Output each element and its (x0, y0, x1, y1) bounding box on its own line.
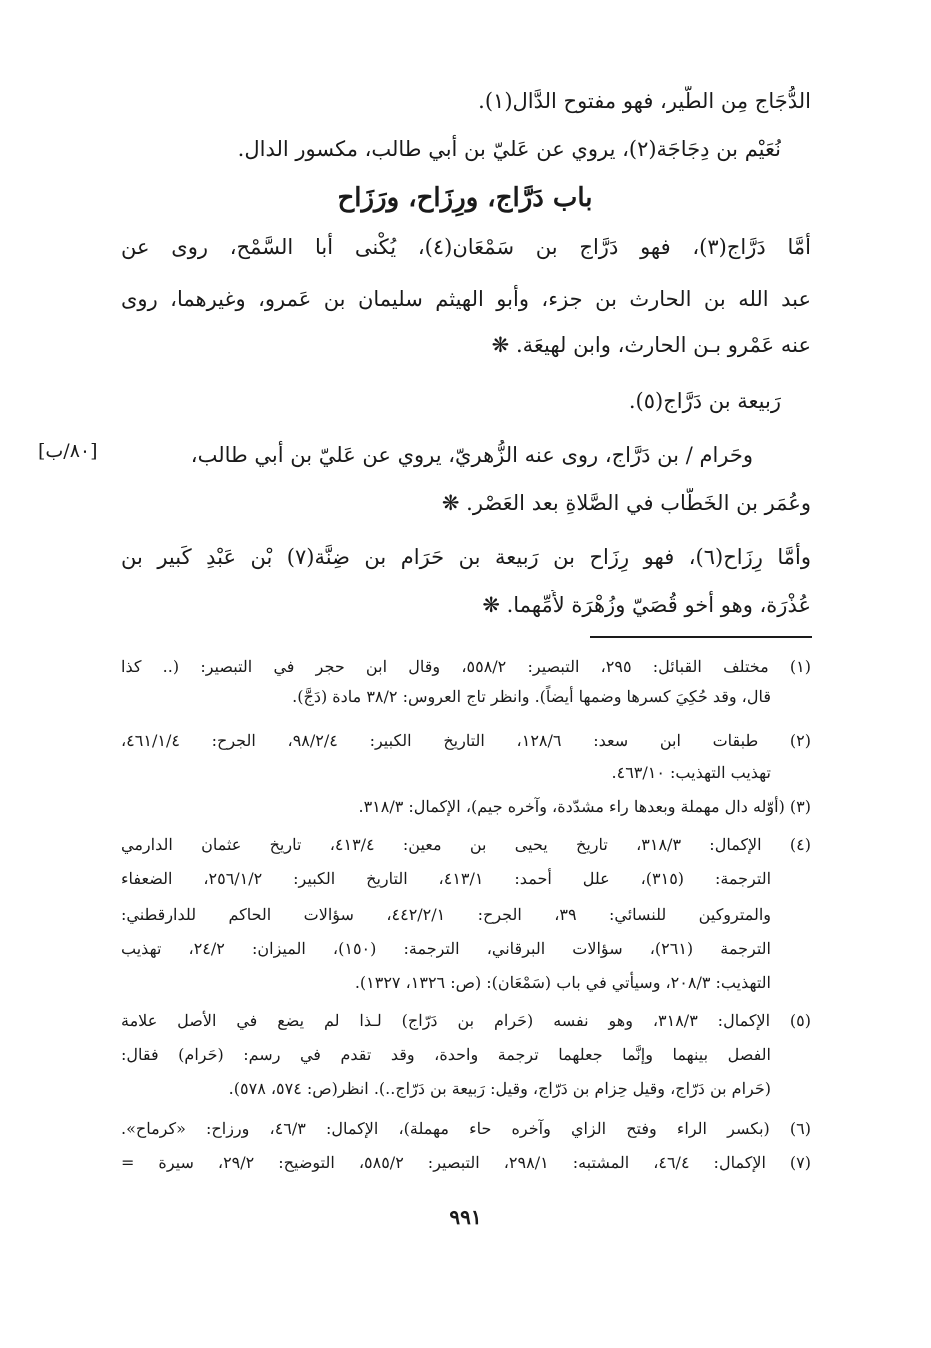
footnote-line-2: قال، وقد حُكِيَ كسرها وضمها أيضاً). وانظر تاج العروس: ٣٨/٢ مادة (دَجَّ). (292, 687, 771, 706)
text-line-5: عنه عَمْرو بـن الحارث، وابن لهيعَة. ❋ (491, 333, 811, 357)
footnote-line-9: الترجمة (٢٦١)، سؤالات البرقاني، الترجمة: (١٥٠)، الميزان: ٢٤/٢، تهذيب (121, 939, 771, 958)
text-line-6: رَبيعة بن دَرَّاج(٥). (628, 389, 781, 413)
text-line-10: عُذْرَة، وهو أخو قُصَيّ وزُهْرَة لأُمِّهما. ❋ (482, 593, 811, 617)
section-heading: باب دَرَّاج، ورِزَاح، ورَزَاح (337, 183, 593, 213)
page-number: ٩٩١ (449, 1205, 482, 1229)
footnote-line-10: التهذيب: ٢٠٨/٣، وسيأتي في باب (سَمْعَان): (ص: ١٣٢٦، ١٣٢٧). (354, 973, 771, 992)
text-line-2: نُعَيْم بن دِجَاجَة(٢)، يروي عن عَليّ بن أبي طالب، مكسور الدال. (237, 137, 781, 161)
text-line-4: عبد الله بن الحارث بن جزء، وأبو الهيثم سليمان بن عَمرو، وغيرهما، روى (121, 287, 811, 311)
text-line-1: الدُّجَاج مِن الطَّير، فهو مفتوح الدَّال(١). (478, 89, 811, 113)
text-line-3: أمَّا دَرَّاج(٣)، فهو دَرَّاج بن سَمْعَان(٤)، يُكْنى أبا السَّمْح، روى عن (121, 235, 811, 259)
footnote-line-5: (٣) (أوّله دال مهملة وبعدها راء مشدّدة، وآخره جيم)، الإكمال: ٣١٨/٣. (358, 797, 811, 816)
footnote-line-7: الترجمة: (٣١٥)، علل أحمد: ٤١٣/١، التاريخ الكبير: ٢٥٦/١/٢، الضعفاء (121, 869, 771, 888)
footnote-line-15: (٧) الإكمال: ٤٦/٤، المشتبه: ٢٩٨/١، التبصير: ٥٨٥/٢، التوضيح: ٢٩/٢، سيرة = (121, 1153, 811, 1172)
footnote-line-1: (١) مختلف القبائل: ٢٩٥، التبصير: ٥٥٨/٢، وقال ابن حجر في التبصير: (.. كذا (121, 657, 811, 676)
text-line-8: وعُمَر بن الخَطَّاب في الصَّلاةِ بعد العَصْر. ❋ (441, 491, 811, 515)
footnote-line-11: (٥) الإكمال: ٣١٨/٣، وهو نفسه (حَرام بن دَرّاج) لـذا لم يضع في الأصل علامة (121, 1011, 811, 1030)
marginal-folio-note: [٨٠/ب] (38, 440, 98, 462)
footnote-line-14: (٦) (بكسر الراء وفتح الزاي وآخره حاء مهملة)، الإكمال: ٤٦/٣، ورزاح: «كرماح». (121, 1119, 811, 1138)
footnote-line-4: تهذيب التهذيب: ٤٦٣/١٠. (611, 763, 771, 782)
footnote-line-8: والمتروكين للنسائي: ٣٩، الجرح: ٤٤٢/٢/١، سؤالات الحاكم للدارقطني: (121, 905, 771, 924)
footnote-divider (590, 636, 812, 638)
footnote-line-12: الفصل بينهما وإنَّما جعلهما ترجمة واحدة، وقد تقدم في رسم: (حَرام) فقال: (121, 1045, 771, 1064)
footnote-line-6: (٤) الإكمال: ٣١٨/٣، تاريخ يحيى بن معين: ٤١٣/٤، تاريخ عثمان الدارمي (121, 835, 811, 854)
footnote-line-3: (٢) طبقات ابن سعد: ١٢٨/٦، التاريخ الكبير: ٩٨/٢/٤، الجرح: ٤٦١/١/٤، (121, 731, 811, 750)
text-line-7: وحَرام / بن دَرَّاج، روى عنه الزُّهريّ، يروي عن عَليّ بن أبي طالب، (190, 443, 753, 467)
footnote-line-13: (حَرام بن دَرّاج، وقيل حِزام بن دَرّاج، وقيل: رَبيعة بن دَرّاج..). انظر(ص: ٥٧٤، ٥٧٨). (228, 1079, 771, 1098)
text-line-9: وأمَّا رِزَاح(٦)، فهو رِزَاح بن رَبيعة بن حَرَام بن ضِنَّة(٧) بْن عَبْدِ كَبير بن (121, 545, 811, 569)
